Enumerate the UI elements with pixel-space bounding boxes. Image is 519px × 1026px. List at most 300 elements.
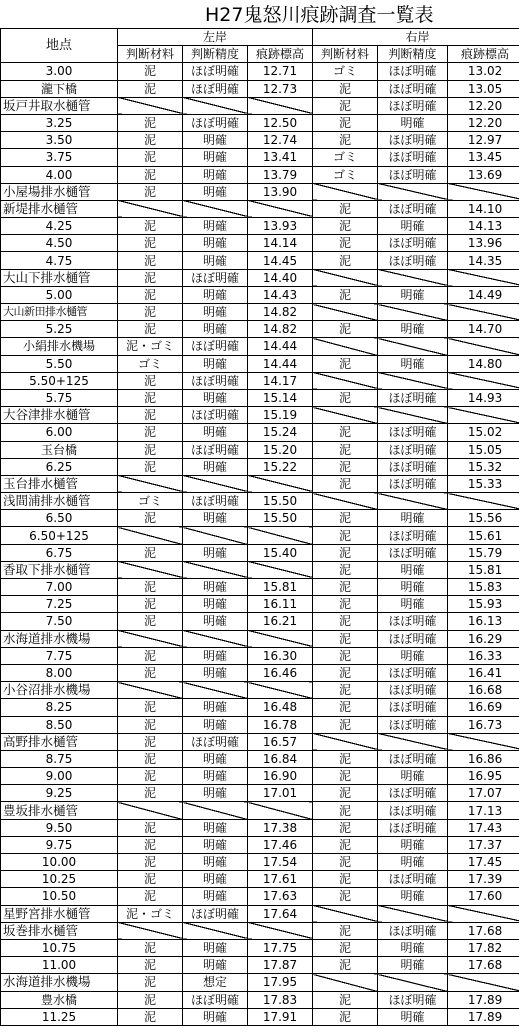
right-height-cell: 12.97 — [448, 132, 519, 149]
table-row — [1, 441, 519, 458]
right-height-cell: 15.81 — [448, 561, 519, 578]
left-accuracy-cell: ほぼ明確 — [183, 372, 248, 389]
right-height-cell — [448, 493, 519, 510]
right-height-cell: 16.33 — [448, 647, 519, 664]
location-cell: 豊水橋 — [1, 991, 118, 1008]
left-accuracy-cell — [183, 97, 248, 114]
left-material-cell: 泥 — [118, 510, 183, 527]
right-material-cell: 泥 — [313, 80, 378, 97]
right-height-cell: 17.60 — [448, 888, 519, 905]
left-accuracy-cell — [183, 630, 248, 647]
left-height-cell: 16.78 — [248, 716, 313, 733]
location-cell: 7.75 — [1, 647, 118, 664]
right-accuracy-cell: 明確 — [378, 1008, 448, 1025]
location-cell: 6.50+125 — [1, 527, 118, 544]
location-cell: 小谷沼排水機場 — [1, 682, 118, 699]
left-height-cell: 12.73 — [248, 80, 313, 97]
table-row — [1, 750, 519, 767]
right-material-cell: 泥 — [313, 750, 378, 767]
table-row — [1, 149, 519, 166]
right-material-cell: 泥 — [313, 716, 378, 733]
location-cell: 11.25 — [1, 1008, 118, 1025]
location-cell: 4.50 — [1, 235, 118, 252]
left-material-cell: 泥 — [118, 544, 183, 561]
left-material-cell: 泥 — [118, 785, 183, 802]
left-accuracy-cell: 明確 — [183, 596, 248, 613]
right-bank-header: 右岸 — [313, 29, 519, 46]
right-material-cell — [313, 372, 378, 389]
left-height-cell: 13.41 — [248, 149, 313, 166]
left-accuracy-cell: 明確 — [183, 544, 248, 561]
location-cell: 8.25 — [1, 699, 118, 716]
right-height-cell: 15.79 — [448, 544, 519, 561]
table-body — [1, 63, 519, 1026]
left-height-cell: 14.82 — [248, 321, 313, 338]
location-cell: 大谷津排水樋管 — [1, 407, 118, 424]
right-accuracy-cell: 明確 — [378, 888, 448, 905]
left-material-cell: 泥 — [118, 664, 183, 681]
left-accuracy-cell: 明確 — [183, 716, 248, 733]
table-row — [1, 1008, 519, 1025]
right-accuracy-cell: ほぼ明確 — [378, 716, 448, 733]
right-material-cell: ゴミ — [313, 63, 378, 80]
right-height-cell: 16.29 — [448, 630, 519, 647]
right-height-cell — [448, 183, 519, 200]
right-accuracy-cell — [378, 338, 448, 355]
right-accuracy-cell: ほぼ明確 — [378, 166, 448, 183]
left-height-cell: 16.48 — [248, 699, 313, 716]
location-cell: 3.00 — [1, 63, 118, 80]
left-material-cell: 泥 — [118, 389, 183, 406]
left-material-cell — [118, 630, 183, 647]
right-material-cell: 泥 — [313, 114, 378, 131]
right-material-cell: 泥 — [313, 286, 378, 303]
left-height-cell: 16.90 — [248, 768, 313, 785]
left-accuracy-cell: 明確 — [183, 510, 248, 527]
location-cell: 豊坂排水樋管 — [1, 802, 118, 819]
left-height-cell: 17.38 — [248, 819, 313, 836]
right-material-cell: 泥 — [313, 235, 378, 252]
table-row — [1, 613, 519, 630]
right-accuracy-cell: 明確 — [378, 321, 448, 338]
location-cell: 小絹排水機場 — [1, 338, 118, 355]
right-height-cell: 16.13 — [448, 613, 519, 630]
right-accuracy-cell: ほぼ明確 — [378, 200, 448, 217]
right-accuracy-cell — [378, 183, 448, 200]
right-material-cell: 泥 — [313, 424, 378, 441]
left-material-cell: 泥 — [118, 991, 183, 1008]
left-accuracy-cell: ほぼ明確 — [183, 905, 248, 922]
left-height-cell: 17.63 — [248, 888, 313, 905]
right-accuracy-cell: ほぼ明確 — [378, 871, 448, 888]
left-accuracy-cell: 明確 — [183, 664, 248, 681]
table-row — [1, 939, 519, 956]
right-height-cell: 13.96 — [448, 235, 519, 252]
table-row — [1, 579, 519, 596]
left-material-cell: 泥 — [118, 699, 183, 716]
table-row — [1, 269, 519, 286]
left-material-cell: ゴミ — [118, 355, 183, 372]
location-cell: 4.25 — [1, 218, 118, 235]
right-material-cell: 泥 — [313, 613, 378, 630]
right-material-cell: 泥 — [313, 682, 378, 699]
right-material-cell — [313, 338, 378, 355]
left-material-cell — [118, 475, 183, 492]
table-row — [1, 407, 519, 424]
right-material-cell: 泥 — [313, 647, 378, 664]
right-material-cell: 泥 — [313, 819, 378, 836]
left-height-cell: 16.84 — [248, 750, 313, 767]
right-accuracy-cell: ほぼ明確 — [378, 475, 448, 492]
table-row — [1, 183, 519, 200]
right-accuracy-cell: ほぼ明確 — [378, 80, 448, 97]
right-material-cell: 泥 — [313, 1008, 378, 1025]
table-row — [1, 235, 519, 252]
left-material-cell: 泥 — [118, 819, 183, 836]
right-height-cell: 16.41 — [448, 664, 519, 681]
table-row — [1, 974, 519, 991]
left-accuracy-cell — [183, 561, 248, 578]
right-height-cell — [448, 733, 519, 750]
right-accuracy-cell: ほぼ明確 — [378, 252, 448, 269]
left-accuracy-cell: 明確 — [183, 218, 248, 235]
right-height-cell: 14.35 — [448, 252, 519, 269]
left-material-cell: 泥 — [118, 441, 183, 458]
left-accuracy-cell: 明確 — [183, 286, 248, 303]
right-accuracy-cell: 明確 — [378, 854, 448, 871]
left-accuracy-cell: 想定 — [183, 974, 248, 991]
right-height-cell: 17.89 — [448, 991, 519, 1008]
table-row — [1, 63, 519, 80]
right-material-header: 判断材料 — [313, 46, 378, 63]
left-material-cell: 泥 — [118, 424, 183, 441]
left-height-cell: 16.11 — [248, 596, 313, 613]
right-accuracy-cell: 明確 — [378, 768, 448, 785]
table-row — [1, 544, 519, 561]
left-height-cell: 13.90 — [248, 183, 313, 200]
right-accuracy-cell: ほぼ明確 — [378, 802, 448, 819]
left-height-cell — [248, 682, 313, 699]
left-height-cell: 15.50 — [248, 493, 313, 510]
location-cell: 6.50 — [1, 510, 118, 527]
location-cell: 大山下排水樋管 — [1, 269, 118, 286]
left-height-header: 痕跡標高 — [248, 46, 313, 63]
left-material-cell: 泥 — [118, 957, 183, 974]
right-material-cell: 泥 — [313, 957, 378, 974]
table-row — [1, 355, 519, 372]
right-accuracy-cell: ほぼ明確 — [378, 527, 448, 544]
right-accuracy-cell: ほぼ明確 — [378, 389, 448, 406]
left-accuracy-cell: 明確 — [183, 424, 248, 441]
left-material-cell: 泥 — [118, 888, 183, 905]
right-material-cell: 泥 — [313, 200, 378, 217]
right-accuracy-cell — [378, 304, 448, 321]
right-material-cell: 泥 — [313, 854, 378, 871]
left-material-cell: 泥 — [118, 613, 183, 630]
left-accuracy-cell — [183, 802, 248, 819]
right-accuracy-cell: ほぼ明確 — [378, 458, 448, 475]
left-material-cell — [118, 200, 183, 217]
right-height-cell: 14.49 — [448, 286, 519, 303]
table-row — [1, 510, 519, 527]
left-material-cell: 泥 — [118, 321, 183, 338]
location-cell: 浅間浦排水樋管 — [1, 493, 118, 510]
right-material-cell: 泥 — [313, 888, 378, 905]
left-height-cell: 14.14 — [248, 235, 313, 252]
table-row — [1, 596, 519, 613]
left-height-cell: 14.43 — [248, 286, 313, 303]
location-cell: 7.25 — [1, 596, 118, 613]
right-accuracy-cell: ほぼ明確 — [378, 424, 448, 441]
right-accuracy-cell: ほぼ明確 — [378, 819, 448, 836]
right-material-cell: 泥 — [313, 699, 378, 716]
right-accuracy-header: 判断精度 — [378, 46, 448, 63]
right-material-cell: 泥 — [313, 527, 378, 544]
left-height-cell: 16.57 — [248, 733, 313, 750]
table-row — [1, 338, 519, 355]
right-material-cell — [313, 183, 378, 200]
location-cell: 坂戸井取水樋管 — [1, 97, 118, 114]
right-material-cell — [313, 269, 378, 286]
left-material-cell — [118, 561, 183, 578]
right-accuracy-cell: ほぼ明確 — [378, 97, 448, 114]
left-height-cell — [248, 527, 313, 544]
left-material-cell: 泥 — [118, 836, 183, 853]
location-cell: 5.50 — [1, 355, 118, 372]
left-material-cell: 泥 — [118, 768, 183, 785]
left-material-cell: 泥 — [118, 183, 183, 200]
right-material-cell: 泥 — [313, 218, 378, 235]
right-material-cell: ゴミ — [313, 166, 378, 183]
left-material-cell: 泥 — [118, 286, 183, 303]
table-row — [1, 630, 519, 647]
table-row — [1, 200, 519, 217]
table-row — [1, 682, 519, 699]
right-accuracy-cell: 明確 — [378, 114, 448, 131]
right-height-cell — [448, 407, 519, 424]
left-material-header: 判断材料 — [118, 46, 183, 63]
right-accuracy-cell — [378, 905, 448, 922]
location-cell: 9.50 — [1, 819, 118, 836]
left-material-cell: 泥 — [118, 750, 183, 767]
left-accuracy-cell: 明確 — [183, 854, 248, 871]
right-accuracy-cell: ほぼ明確 — [378, 699, 448, 716]
left-height-cell: 12.71 — [248, 63, 313, 80]
location-cell: 5.75 — [1, 389, 118, 406]
right-accuracy-cell: ほぼ明確 — [378, 132, 448, 149]
right-accuracy-cell: 明確 — [378, 836, 448, 853]
right-material-cell — [313, 974, 378, 991]
left-height-cell: 14.45 — [248, 252, 313, 269]
left-height-cell: 14.17 — [248, 372, 313, 389]
right-height-cell: 17.43 — [448, 819, 519, 836]
table-row — [1, 785, 519, 802]
left-height-cell: 15.19 — [248, 407, 313, 424]
right-accuracy-cell — [378, 733, 448, 750]
location-cell: 10.25 — [1, 871, 118, 888]
left-material-cell — [118, 922, 183, 939]
left-material-cell — [118, 802, 183, 819]
left-accuracy-cell: ほぼ明確 — [183, 493, 248, 510]
left-accuracy-cell: 明確 — [183, 321, 248, 338]
right-accuracy-cell: 明確 — [378, 647, 448, 664]
left-material-cell: 泥 — [118, 974, 183, 991]
left-accuracy-header: 判断精度 — [183, 46, 248, 63]
location-cell: 大山新田排水樋管 — [1, 304, 118, 321]
table-row — [1, 854, 519, 871]
left-accuracy-cell: 明確 — [183, 888, 248, 905]
left-accuracy-cell — [183, 922, 248, 939]
table-row — [1, 166, 519, 183]
right-height-cell: 14.13 — [448, 218, 519, 235]
left-height-cell: 17.46 — [248, 836, 313, 853]
table-row — [1, 252, 519, 269]
right-material-cell: 泥 — [313, 922, 378, 939]
right-material-cell: 泥 — [313, 871, 378, 888]
left-material-cell: 泥 — [118, 596, 183, 613]
location-cell: 香取下排水樋管 — [1, 561, 118, 578]
left-height-cell: 17.91 — [248, 1008, 313, 1025]
right-material-cell: 泥 — [313, 321, 378, 338]
right-height-cell: 13.69 — [448, 166, 519, 183]
right-material-cell: 泥 — [313, 389, 378, 406]
left-material-cell: 泥 — [118, 1008, 183, 1025]
left-accuracy-cell: ほぼ明確 — [183, 114, 248, 131]
left-height-cell: 15.40 — [248, 544, 313, 561]
right-height-cell: 15.02 — [448, 424, 519, 441]
right-height-cell — [448, 372, 519, 389]
right-accuracy-cell: ほぼ明確 — [378, 235, 448, 252]
right-height-cell: 17.13 — [448, 802, 519, 819]
right-height-cell: 17.45 — [448, 854, 519, 871]
table-row — [1, 768, 519, 785]
table-row — [1, 132, 519, 149]
left-accuracy-cell: ほぼ明確 — [183, 991, 248, 1008]
right-material-cell: 泥 — [313, 768, 378, 785]
right-height-cell: 17.82 — [448, 939, 519, 956]
right-material-cell: 泥 — [313, 579, 378, 596]
table-row — [1, 372, 519, 389]
left-material-cell: 泥 — [118, 252, 183, 269]
table-row — [1, 922, 519, 939]
left-material-cell: 泥 — [118, 871, 183, 888]
right-height-cell: 17.89 — [448, 1008, 519, 1025]
right-height-cell: 15.56 — [448, 510, 519, 527]
right-material-cell: 泥 — [313, 939, 378, 956]
right-height-cell: 15.32 — [448, 458, 519, 475]
right-accuracy-cell: ほぼ明確 — [378, 630, 448, 647]
table-row — [1, 114, 519, 131]
location-cell: 8.50 — [1, 716, 118, 733]
left-height-cell — [248, 802, 313, 819]
right-material-cell: 泥 — [313, 441, 378, 458]
left-accuracy-cell — [183, 682, 248, 699]
left-accuracy-cell — [183, 527, 248, 544]
left-height-cell: 15.14 — [248, 389, 313, 406]
left-height-cell: 14.40 — [248, 269, 313, 286]
right-accuracy-cell: 明確 — [378, 939, 448, 956]
left-height-cell: 15.24 — [248, 424, 313, 441]
right-height-cell: 15.61 — [448, 527, 519, 544]
right-accuracy-cell: ほぼ明確 — [378, 785, 448, 802]
right-accuracy-cell: 明確 — [378, 218, 448, 235]
left-material-cell — [118, 682, 183, 699]
left-accuracy-cell: 明確 — [183, 939, 248, 956]
left-accuracy-cell: 明確 — [183, 252, 248, 269]
left-height-cell: 17.01 — [248, 785, 313, 802]
right-material-cell — [313, 905, 378, 922]
right-material-cell: 泥 — [313, 97, 378, 114]
location-cell: 4.75 — [1, 252, 118, 269]
right-material-cell — [313, 304, 378, 321]
table-row — [1, 733, 519, 750]
left-material-cell: 泥 — [118, 166, 183, 183]
right-material-cell — [313, 733, 378, 750]
left-material-cell: ゴミ — [118, 493, 183, 510]
left-material-cell: 泥 — [118, 579, 183, 596]
right-accuracy-cell — [378, 974, 448, 991]
left-accuracy-cell: 明確 — [183, 166, 248, 183]
left-height-cell: 14.82 — [248, 304, 313, 321]
right-height-cell: 15.83 — [448, 579, 519, 596]
left-height-cell: 17.75 — [248, 939, 313, 956]
location-cell: 8.00 — [1, 664, 118, 681]
right-accuracy-cell: ほぼ明確 — [378, 991, 448, 1008]
right-accuracy-cell: ほぼ明確 — [378, 149, 448, 166]
left-accuracy-cell: 明確 — [183, 699, 248, 716]
left-height-cell: 13.79 — [248, 166, 313, 183]
location-cell: 星野宮排水樋管 — [1, 905, 118, 922]
left-material-cell: 泥 — [118, 235, 183, 252]
left-height-cell: 17.54 — [248, 854, 313, 871]
right-height-cell: 16.73 — [448, 716, 519, 733]
right-height-cell: 13.45 — [448, 149, 519, 166]
location-cell: 10.50 — [1, 888, 118, 905]
left-height-cell — [248, 922, 313, 939]
right-accuracy-cell: 明確 — [378, 286, 448, 303]
location-cell: 8.75 — [1, 750, 118, 767]
left-material-cell: 泥 — [118, 939, 183, 956]
location-cell: 新堤排水樋管 — [1, 200, 118, 217]
left-height-cell: 15.20 — [248, 441, 313, 458]
right-accuracy-cell: ほぼ明確 — [378, 682, 448, 699]
table-row — [1, 97, 519, 114]
table-row — [1, 991, 519, 1008]
left-accuracy-cell — [183, 200, 248, 217]
location-cell: 6.75 — [1, 544, 118, 561]
right-height-cell: 17.68 — [448, 957, 519, 974]
left-accuracy-cell: 明確 — [183, 785, 248, 802]
table-row — [1, 888, 519, 905]
right-material-cell: 泥 — [313, 991, 378, 1008]
right-height-cell — [448, 905, 519, 922]
left-accuracy-cell: 明確 — [183, 957, 248, 974]
right-height-cell — [448, 269, 519, 286]
left-accuracy-cell: 明確 — [183, 355, 248, 372]
location-cell: 9.00 — [1, 768, 118, 785]
location-cell: 11.00 — [1, 957, 118, 974]
left-height-cell — [248, 561, 313, 578]
left-accuracy-cell: 明確 — [183, 389, 248, 406]
right-height-cell: 17.37 — [448, 836, 519, 853]
left-height-cell — [248, 630, 313, 647]
left-height-cell: 12.50 — [248, 114, 313, 131]
right-height-cell: 13.02 — [448, 63, 519, 80]
trace-survey-table — [0, 28, 519, 1026]
right-height-cell: 15.05 — [448, 441, 519, 458]
table-row — [1, 304, 519, 321]
right-accuracy-cell: ほぼ明確 — [378, 750, 448, 767]
